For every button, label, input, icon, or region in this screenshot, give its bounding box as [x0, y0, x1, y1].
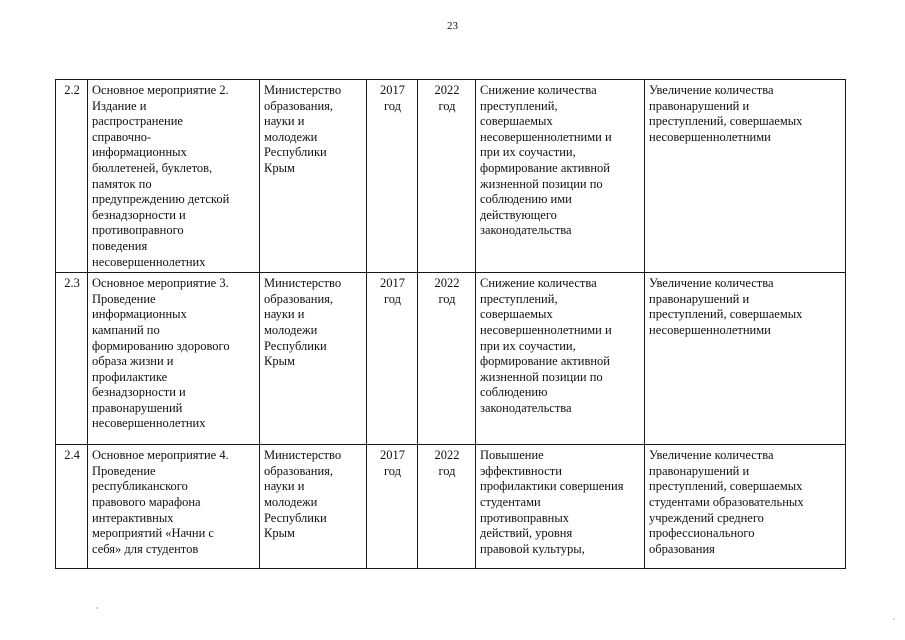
event-cell [88, 445, 260, 569]
start-year: 2017 год [380, 448, 405, 478]
row-number: 2.4 [64, 448, 80, 463]
table-row [56, 273, 846, 445]
consequence-cell [645, 445, 846, 569]
row-number-cell [56, 80, 88, 273]
start-year-cell [367, 80, 418, 273]
result-text: Снижение количества преступлений, совершаемых несовершеннолетними и при их соучастии, формирование активной жизненной позиции по соблюдению законодательства [480, 276, 612, 415]
executor-cell [260, 445, 367, 569]
end-year: 2022 год [434, 448, 460, 478]
executor-text: Министерство образования, науки и молодежи Республики Крым [264, 276, 342, 369]
consequence-text: Увеличение количества правонарушений и преступлений, совершаемых несовершеннолетними [649, 276, 803, 337]
start-year-cell [367, 273, 418, 445]
consequence-cell [645, 273, 846, 445]
result-text: Повышение эффективности профилактики совершения студентами противоправных действий, уровня правовой культуры, [480, 448, 624, 556]
page-number: 23 [447, 20, 458, 32]
event-text: Основное мероприятие 4. Проведение республиканского правового марафона интерактивных мероприятий «Начни с себя» для студентов [92, 448, 229, 556]
end-year-cell [418, 273, 476, 445]
executor-cell [260, 273, 367, 445]
row-number-cell [56, 445, 88, 569]
end-year-cell [418, 445, 476, 569]
result-cell [476, 445, 645, 569]
row-number: 2.3 [64, 276, 80, 291]
start-year: 2017 год [380, 276, 405, 306]
table-row [56, 80, 846, 273]
consequence-text: Увеличение количества правонарушений и преступлений, совершаемых несовершеннолетними [649, 83, 803, 144]
end-year-cell [418, 80, 476, 273]
end-year: 2022 год [434, 276, 460, 306]
result-cell [476, 80, 645, 273]
consequence-cell [645, 80, 846, 273]
scan-speck [893, 618, 895, 620]
start-year-cell [367, 445, 418, 569]
row-number-cell [56, 273, 88, 445]
event-cell [88, 80, 260, 273]
executor-text: Министерство образования, науки и молодежи Республики Крым [264, 83, 342, 175]
event-cell [88, 273, 260, 445]
executor-cell [260, 80, 367, 273]
scan-speck [96, 607, 98, 609]
executor-text: Министерство образования, науки и молодежи Республики Крым [264, 448, 342, 541]
table-row [56, 445, 846, 569]
event-text: Основное мероприятие 2. Издание и распространение справочно- информационных бюллетеней, буклетов, памяток по предупреждению детской безнадзорности и противоправного поведения несовершеннолетних [92, 83, 230, 269]
result-cell [476, 273, 645, 445]
measures-table [55, 79, 846, 569]
start-year: 2017 год [380, 83, 405, 113]
result-text: Снижение количества преступлений, совершаемых несовершеннолетними и при их соучастии, формирование активной жизненной позиции по соблюдению ими действующего законодательства [480, 83, 612, 238]
end-year: 2022 год [434, 83, 460, 113]
consequence-text: Увеличение количества правонарушений и преступлений, совершаемых студентами образовательных учреждений среднего профессионального образования [649, 448, 804, 556]
event-text: Основное мероприятие 3. Проведение информационных кампаний по формированию здорового образа жизни и профилактике безнадзорности и правонарушений несовершеннолетних [92, 276, 230, 431]
row-number: 2.2 [64, 83, 80, 97]
